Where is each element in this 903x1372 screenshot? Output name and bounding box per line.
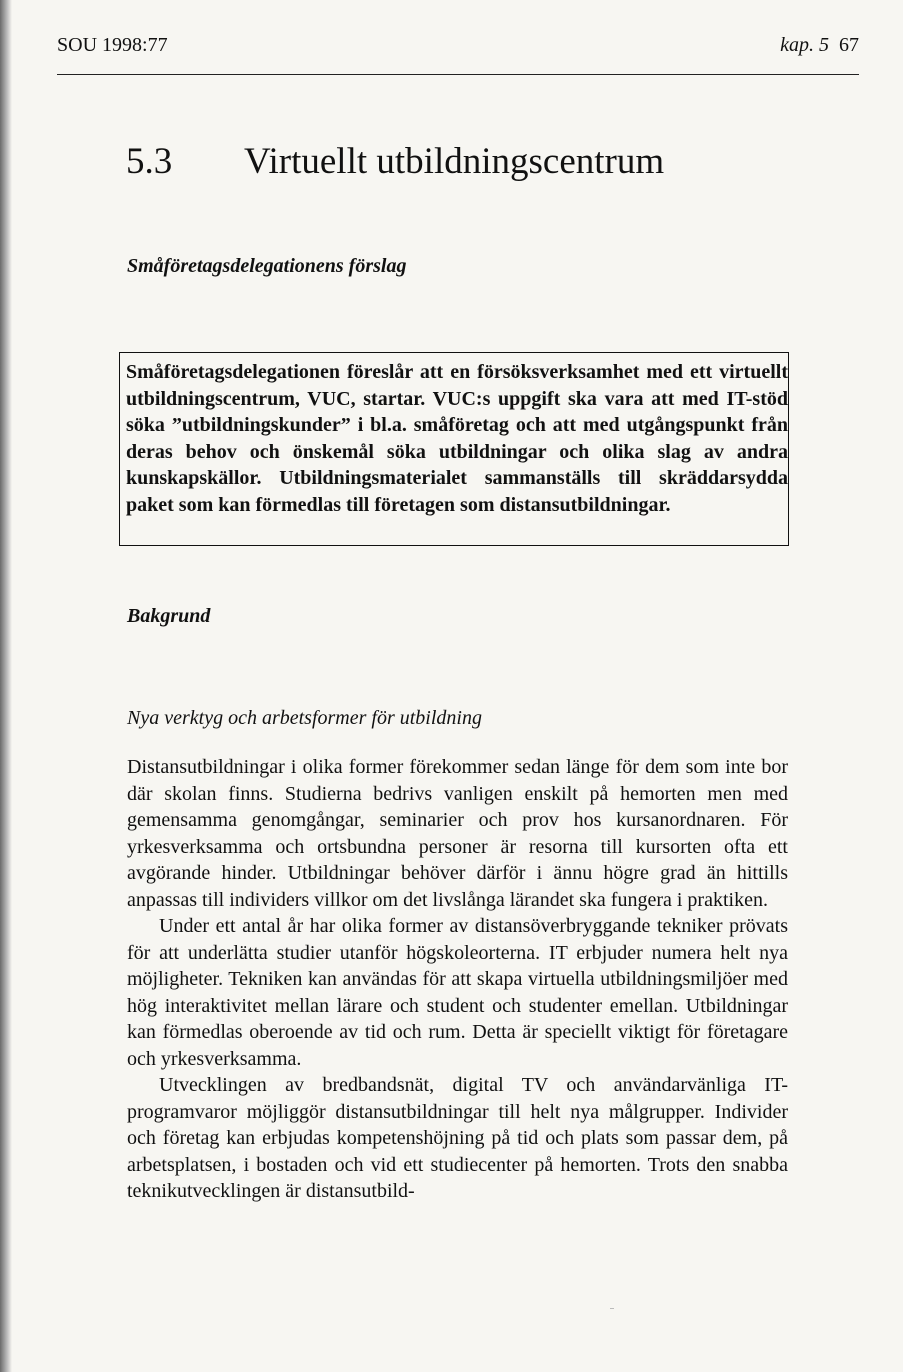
body-text	[127, 754, 788, 1205]
subheading-proposal: Småföretagsdelegationens förslag	[127, 255, 407, 277]
page-number: 67	[839, 34, 859, 56]
body-paragraph: Utvecklingen av bredbandsnät, digital TV och användarvänliga IT-programvaror möjliggör distansutbildningar till helt nya målgrupper. Individer och företag kan erbjudas kompetenshöjning på tid och plats som passar dem, på arbetsplatsen, i bostaden och vid ett studiecenter på hemorten. Trots den snabba teknikutvecklingen är distansutbild-	[127, 1074, 788, 1202]
proposal-box	[119, 352, 789, 546]
body-paragraph: Under ett antal år har olika former av distansöverbryggande tekniker prövats för att underlätta studier utanför högskoleorterna. IT erbjuder numera helt nya möjligheter. Tekniken kan användas för att skapa virtuella utbildningsmiljöer med hög interaktivitet mellan lärare och student och studenter emellan. Utbildningar kan förmedlas oberoende av tid och rum. Detta är speciellt viktigt för företagare och yrkesverksamma.	[127, 915, 788, 1070]
scan-speck	[610, 1308, 614, 1309]
report-reference: SOU 1998:77	[57, 34, 168, 56]
subheading-tools: Nya verktyg och arbetsformer för utbildning	[127, 707, 482, 729]
section-title: Virtuellt utbildningscentrum	[244, 141, 665, 182]
section-number: 5.3	[126, 141, 173, 182]
body-paragraph: Distansutbildningar i olika former förekommer sedan länge för dem som inte bor där skolan finns. Studierna bedrivs vanligen enskilt på hemorten men med gemensamma genomgångar, seminarier och prov hos kursanordnaren. För yrkesverksamma och ortsbundna personer är resorna till kursorten ofta ett avgörande hinder. Utbildningar behöver därför i ännu högre grad än hittills anpassas till individers villkor om det livslånga lärandet ska fungera i praktiken.	[127, 756, 788, 911]
page-locator	[780, 34, 859, 57]
proposal-text: Småföretagsdelegationen föreslår att en försöksverksamhet med ett virtuellt utbildningscentrum, VUC, startar. VUC:s uppgift ska vara att med IT-stöd söka ”utbildningskunder” i bl.a. småföretag och att med utgångspunkt från deras behov och önskemål söka utbildningar och olika slag av andra kunskapskällor. Utbildningsmaterialet sammanställs till skräddarsydda paket som kan förmedlas till företagen som distansutbildningar.	[126, 361, 788, 516]
section-heading	[126, 140, 664, 183]
subheading-background: Bakgrund	[127, 605, 211, 627]
header-rule	[57, 74, 859, 75]
running-header	[57, 34, 859, 64]
scan-edge-shadow	[0, 0, 12, 1372]
chapter-label: kap. 5	[780, 34, 829, 56]
